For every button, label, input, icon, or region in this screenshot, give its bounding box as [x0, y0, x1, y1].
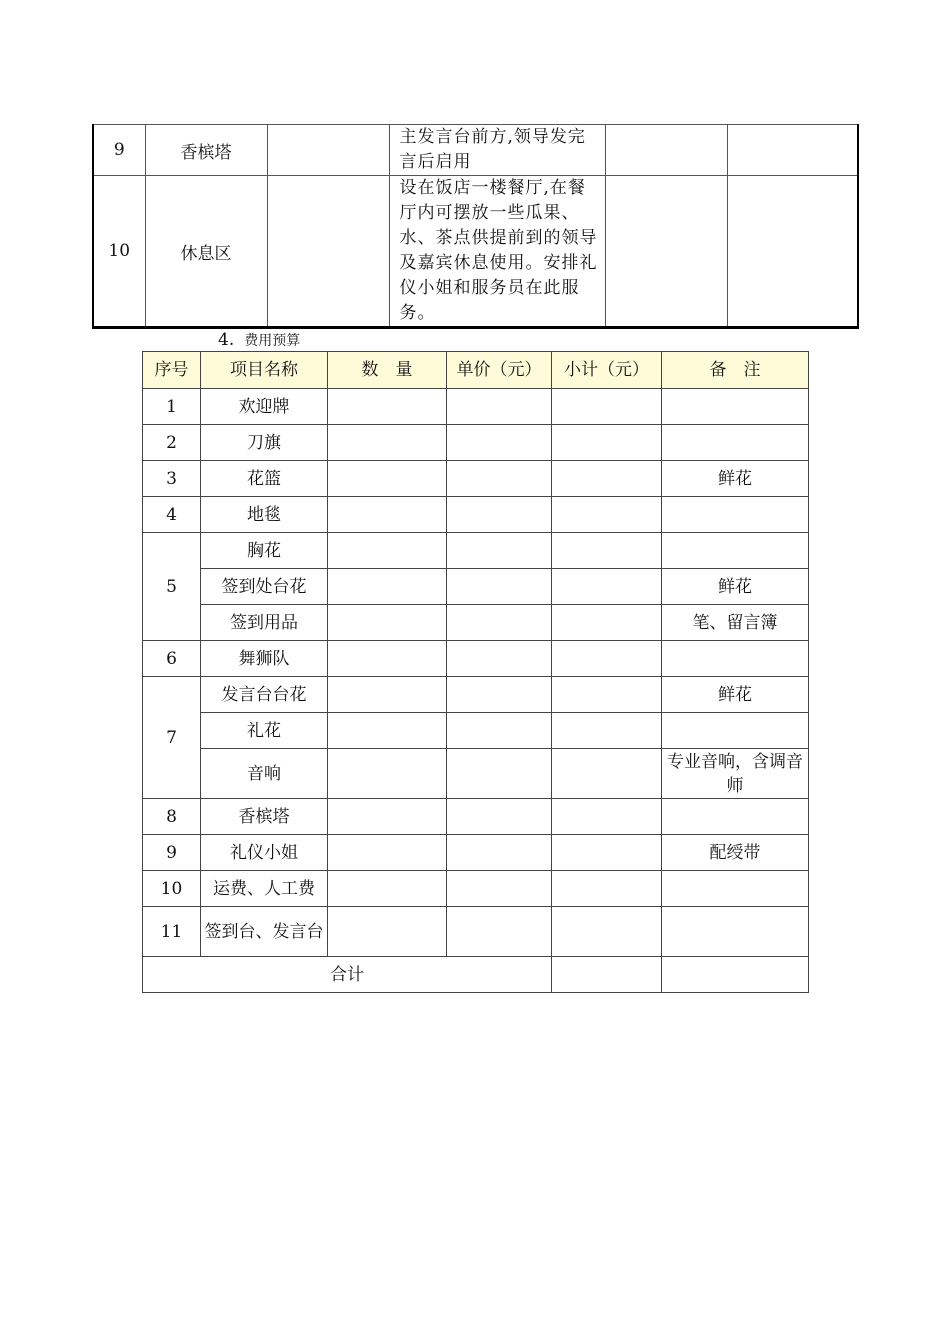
row-item: 音响	[201, 749, 328, 799]
unit-price-cell	[447, 425, 552, 461]
row-note	[662, 907, 809, 957]
subtotal-cell	[552, 835, 662, 871]
row-note: 专业音响，含调音师	[662, 749, 809, 799]
subtotal-cell	[552, 569, 662, 605]
subtotal-cell	[552, 461, 662, 497]
row-number: 4	[143, 497, 201, 533]
row-note: 鲜花	[662, 569, 809, 605]
unit-price-cell	[447, 389, 552, 425]
unit-price-cell	[447, 835, 552, 871]
arrangement-table	[92, 124, 859, 329]
row-note	[662, 799, 809, 835]
total-note-cell	[662, 957, 809, 993]
row-item: 地毯	[201, 497, 328, 533]
unit-price-cell	[447, 749, 552, 799]
empty-cell	[267, 176, 389, 328]
unit-price-cell	[447, 907, 552, 957]
row-number: 7	[143, 677, 201, 799]
empty-cell	[727, 125, 858, 176]
row-item: 休息区	[145, 176, 267, 328]
table-row	[143, 871, 809, 907]
quantity-cell	[328, 569, 447, 605]
quantity-cell	[328, 497, 447, 533]
quantity-cell	[328, 749, 447, 799]
table-row	[143, 569, 809, 605]
table-row	[143, 713, 809, 749]
empty-cell	[605, 176, 727, 328]
subtotal-cell	[552, 497, 662, 533]
table-row	[143, 641, 809, 677]
unit-price-cell	[447, 461, 552, 497]
subtotal-cell	[552, 425, 662, 461]
row-note	[662, 713, 809, 749]
row-item: 签到用品	[201, 605, 328, 641]
row-note: 鲜花	[662, 461, 809, 497]
table-row	[143, 497, 809, 533]
table-row	[143, 605, 809, 641]
unit-price-cell	[447, 497, 552, 533]
row-note: 鲜花	[662, 677, 809, 713]
row-item: 花篮	[201, 461, 328, 497]
row-item: 礼仪小姐	[201, 835, 328, 871]
row-number: 9	[143, 835, 201, 871]
row-number: 10	[143, 871, 201, 907]
subtotal-cell	[552, 389, 662, 425]
row-item: 香槟塔	[145, 125, 267, 176]
subtotal-cell	[552, 677, 662, 713]
row-item: 运费、人工费	[201, 871, 328, 907]
row-note	[662, 641, 809, 677]
row-item: 舞狮队	[201, 641, 328, 677]
row-item: 发言台台花	[201, 677, 328, 713]
subtotal-cell	[552, 533, 662, 569]
row-note	[662, 497, 809, 533]
quantity-cell	[328, 533, 447, 569]
table-row	[93, 125, 858, 176]
row-note	[662, 425, 809, 461]
subtotal-cell	[552, 713, 662, 749]
row-number: 11	[143, 907, 201, 957]
section-title: 费用预算	[244, 333, 301, 349]
row-number: 3	[143, 461, 201, 497]
row-item: 刀旗	[201, 425, 328, 461]
table-row	[143, 533, 809, 569]
table-row	[93, 176, 858, 328]
unit-price-cell	[447, 713, 552, 749]
row-note: 笔、留言簿	[662, 605, 809, 641]
unit-price-cell	[447, 605, 552, 641]
quantity-cell	[328, 677, 447, 713]
subtotal-cell	[552, 749, 662, 799]
subtotal-cell	[552, 605, 662, 641]
unit-price-cell	[447, 799, 552, 835]
row-note	[662, 389, 809, 425]
total-row	[143, 957, 809, 993]
quantity-cell	[328, 713, 447, 749]
row-note	[662, 533, 809, 569]
unit-price-cell	[447, 569, 552, 605]
total-subtotal-cell	[552, 957, 662, 993]
subtotal-cell	[552, 907, 662, 957]
row-number: 8	[143, 799, 201, 835]
table-row	[143, 677, 809, 713]
unit-price-cell	[447, 641, 552, 677]
section-heading	[218, 329, 300, 352]
row-description: 设在饭店一楼餐厅,在餐厅内可摆放一些瓜果、水、茶点供提前到的领导及嘉宾休息使用。安排礼仪小姐和服务员在此服务。	[389, 176, 605, 328]
row-item: 欢迎牌	[201, 389, 328, 425]
quantity-cell	[328, 605, 447, 641]
header-item: 项目名称	[201, 352, 328, 389]
section-number: 4.	[218, 330, 235, 350]
row-number: 1	[143, 389, 201, 425]
budget-header-row	[143, 352, 809, 389]
table-row	[143, 749, 809, 799]
row-item: 签到处台花	[201, 569, 328, 605]
quantity-cell	[328, 871, 447, 907]
quantity-cell	[328, 799, 447, 835]
row-number: 5	[143, 533, 201, 641]
table-row	[143, 907, 809, 957]
header-unit-price: 单价（元）	[447, 352, 552, 389]
subtotal-cell	[552, 799, 662, 835]
row-item: 签到台、发言台	[201, 907, 328, 957]
empty-cell	[605, 125, 727, 176]
table-row	[143, 389, 809, 425]
row-item: 香槟塔	[201, 799, 328, 835]
row-note: 配绶带	[662, 835, 809, 871]
table-row	[143, 425, 809, 461]
unit-price-cell	[447, 871, 552, 907]
quantity-cell	[328, 907, 447, 957]
table-row	[143, 461, 809, 497]
table-row	[143, 799, 809, 835]
row-number: 6	[143, 641, 201, 677]
header-number: 序号	[143, 352, 201, 389]
row-item: 胸花	[201, 533, 328, 569]
row-note	[662, 871, 809, 907]
row-description: 主发言台前方,领导发完言后启用	[389, 125, 605, 176]
header-quantity: 数 量	[328, 352, 447, 389]
quantity-cell	[328, 425, 447, 461]
row-number: 2	[143, 425, 201, 461]
subtotal-cell	[552, 871, 662, 907]
header-note: 备 注	[662, 352, 809, 389]
header-subtotal: 小计（元）	[552, 352, 662, 389]
empty-cell	[727, 176, 858, 328]
quantity-cell	[328, 835, 447, 871]
quantity-cell	[328, 641, 447, 677]
unit-price-cell	[447, 533, 552, 569]
quantity-cell	[328, 389, 447, 425]
subtotal-cell	[552, 641, 662, 677]
row-number: 9	[93, 125, 145, 176]
total-label: 合计	[143, 957, 552, 993]
unit-price-cell	[447, 677, 552, 713]
table-row	[143, 835, 809, 871]
budget-table	[142, 351, 809, 993]
quantity-cell	[328, 461, 447, 497]
row-number: 10	[93, 176, 145, 328]
row-item: 礼花	[201, 713, 328, 749]
empty-cell	[267, 125, 389, 176]
